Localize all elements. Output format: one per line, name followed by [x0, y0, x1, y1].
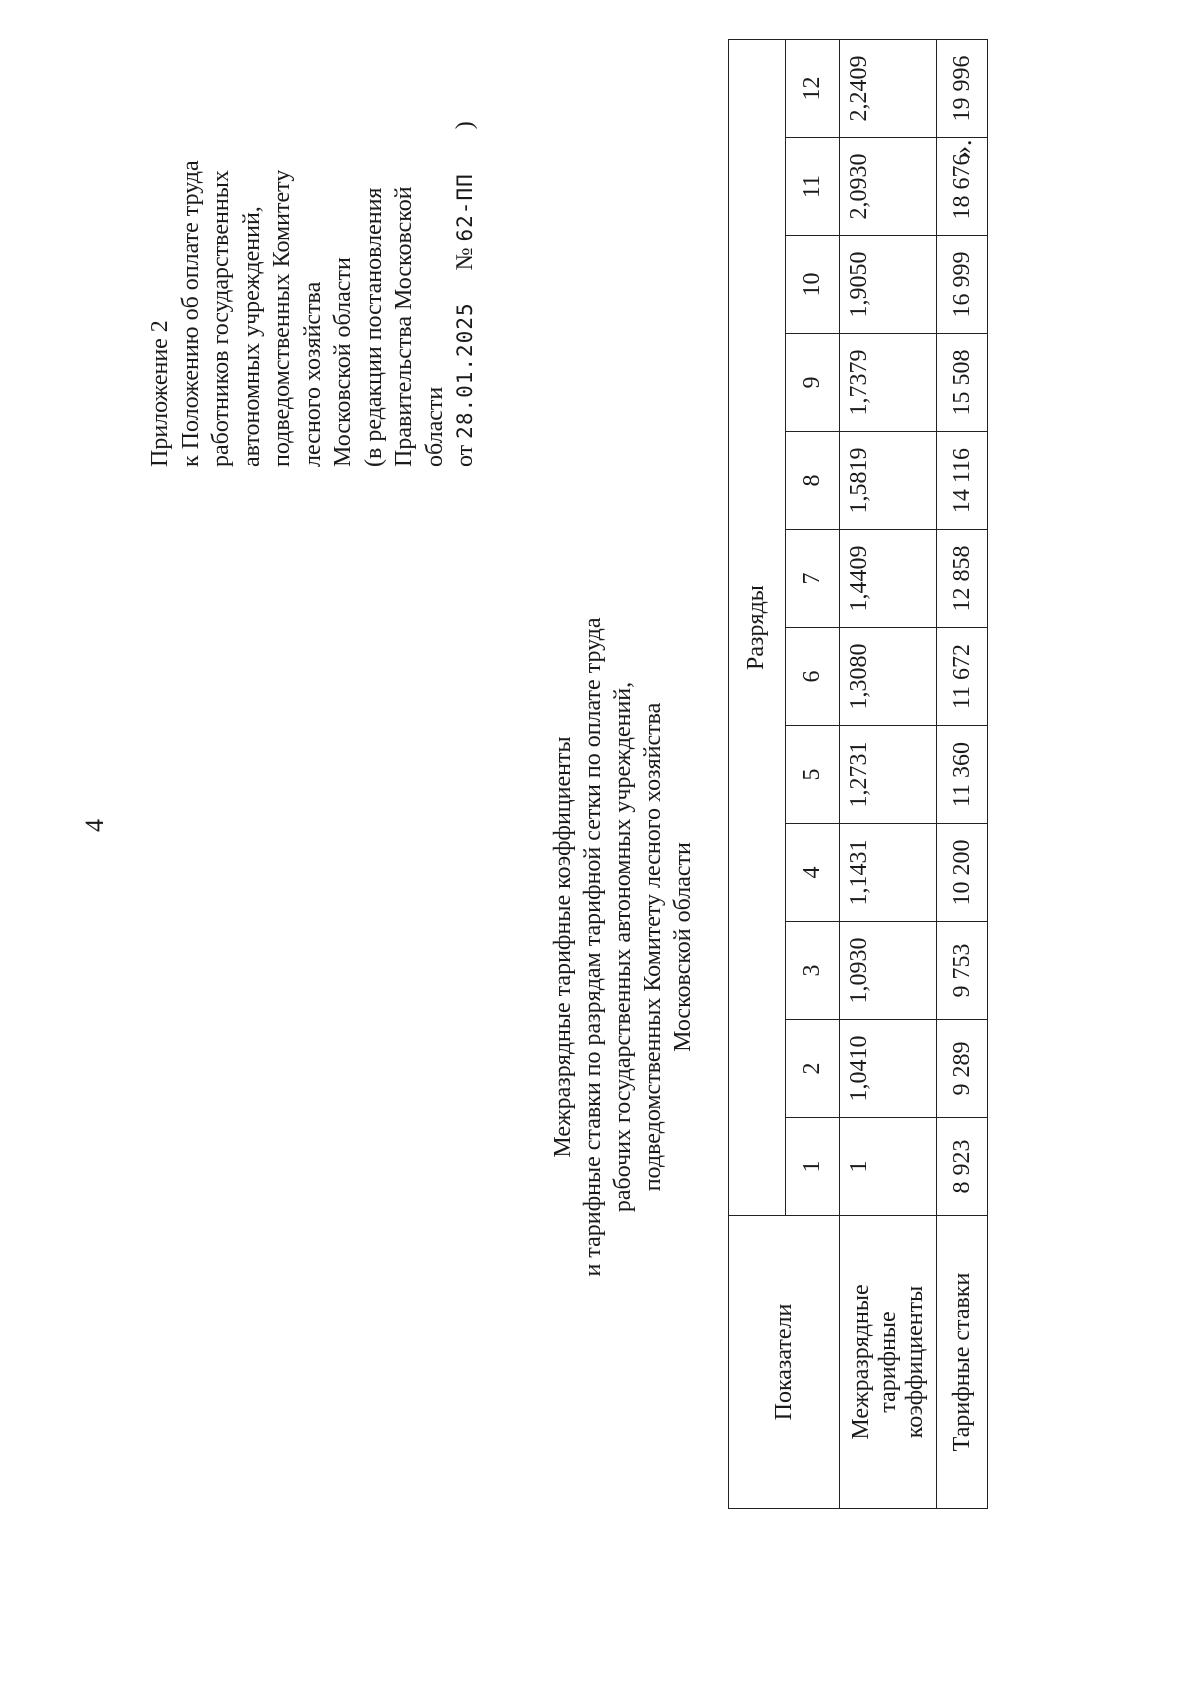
tariff-table [728, 39, 988, 1509]
annex-block [145, 47, 481, 467]
annex-line: Московской области [330, 257, 356, 467]
title-line: Межразрядные тарифные коэффициенты [550, 736, 576, 1158]
rate-cell: 18 676 [937, 138, 988, 236]
annex-line: Правительства Московской [391, 186, 417, 467]
rate-cell: 10 200 [937, 824, 988, 922]
grade-number: 1 [785, 1118, 839, 1216]
coefficient-cell: 1,9050 [840, 236, 937, 334]
number-sign: № [452, 247, 478, 271]
row-label-line: Межразрядные [847, 1284, 874, 1440]
row-label-rates: Тарифные ставки [937, 1216, 988, 1509]
rate-cell: 16 999 [937, 236, 988, 334]
annex-line: области [421, 386, 448, 467]
annex-date-line [450, 47, 481, 467]
coefficient-cell: 1,4409 [840, 530, 937, 628]
annex-date: 28.01.2025 [453, 302, 477, 439]
rate-cell: 9 289 [937, 1020, 988, 1118]
annex-line: Приложение 2 [147, 320, 173, 467]
header-indicators: Показатели [729, 1216, 840, 1509]
grade-number: 11 [785, 138, 839, 236]
annex-line: к Положению об оплате труда [177, 160, 204, 467]
title-line: и тарифные ставки по разрядам тарифной сетки по оплате труда [580, 617, 606, 1277]
row-label-line: тарифные [874, 1311, 901, 1413]
closing-paren: ) [452, 121, 478, 130]
annex-line: лесного хозяйства [299, 281, 326, 467]
title-line: рабочих государственных автономных учреждений, [610, 681, 636, 1213]
coefficient-cell: 2,0930 [840, 138, 937, 236]
annex-number: 62-ПП [453, 173, 477, 242]
coefficient-cell: 2,2409 [840, 40, 937, 138]
coefficient-cell: 1,0930 [840, 922, 937, 1020]
grade-number: 7 [785, 530, 839, 628]
grade-number: 5 [785, 726, 839, 824]
rate-cell: 15 508 [937, 334, 988, 432]
rate-cell: 9 753 [937, 922, 988, 1020]
coefficient-cell: 1,1431 [840, 824, 937, 922]
coefficient-cell: 1,7379 [840, 334, 937, 432]
grade-number: 2 [785, 1020, 839, 1118]
annex-line: автономных учреждений, [238, 206, 265, 467]
rate-cell: 19 996 [937, 40, 988, 138]
annex-line: работников государственных [208, 170, 234, 467]
rate-cell: 12 858 [937, 530, 988, 628]
header-row [729, 40, 786, 1509]
grade-number: 6 [785, 628, 839, 726]
date-prefix: от [452, 444, 478, 467]
grade-number: 12 [785, 40, 839, 138]
title-line: Московской области [670, 842, 696, 1052]
coefficient-cell: 1,3080 [840, 628, 937, 726]
header-grades: Разряды [729, 40, 786, 1216]
grade-number: 4 [785, 824, 839, 922]
annex-line: (в редакции постановления [360, 187, 387, 467]
coefficient-cell: 1,5819 [840, 432, 937, 530]
grade-number: 10 [785, 236, 839, 334]
row-label-coefficients [840, 1216, 937, 1509]
page-number: 4 [80, 819, 109, 832]
title-line: подведомственных Комитету лесного хозяйства [640, 702, 666, 1192]
document-title [548, 607, 698, 1287]
coefficient-cell: 1,2731 [840, 726, 937, 824]
coefficient-cell: 1,0410 [840, 1020, 937, 1118]
rate-cell: 11 672 [937, 628, 988, 726]
rate-cell: 8 923 [937, 1118, 988, 1216]
table-row-rates [937, 40, 988, 1509]
rate-cell: 11 360 [937, 726, 988, 824]
grade-number: 9 [785, 334, 839, 432]
table-row-coefficients [840, 40, 937, 1509]
rate-cell: 14 116 [937, 432, 988, 530]
grade-number: 3 [785, 922, 839, 1020]
row-label-line: коэффициенты [901, 1285, 928, 1439]
grade-number: 8 [785, 432, 839, 530]
coefficient-cell: 1 [840, 1118, 937, 1216]
closing-quote: ». [948, 139, 977, 159]
annex-line: подведомственных Комитету [269, 169, 295, 467]
